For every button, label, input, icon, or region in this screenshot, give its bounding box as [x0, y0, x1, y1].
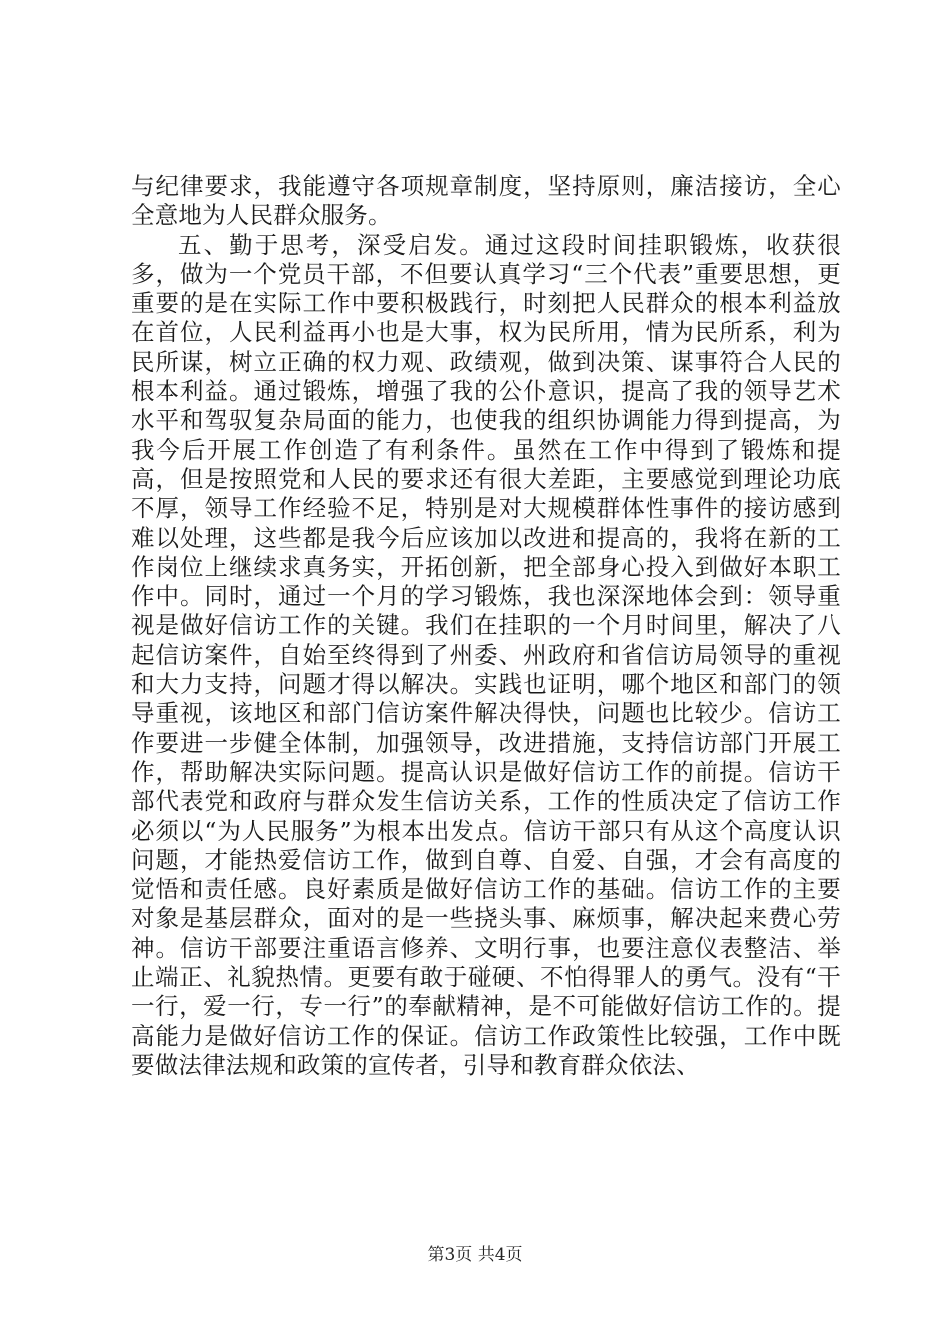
paragraph-continuation: 与纪律要求，我能遵守各项规章制度，坚持原则，廉洁接访，全心全意地为人民群众服务。	[131, 172, 841, 230]
page-number-footer: 第3页 共4页	[427, 1245, 523, 1265]
document-body	[131, 172, 841, 1080]
paragraph-section-five: 五、勤于思考，深受启发。通过这段时间挂职锻炼，收获很多，做为一个党员干部，不但要认真学习“三个代表”重要思想，更重要的是在实际工作中要积极践行，时刻把人民群众的根本利益放在首位，人民利益再小也是大事，权为民所用，情为民所系，利为民所谋，树立正确的权力观、政绩观，做到决策、谋事符合人民的根本利益。通过锻炼，增强了我的公仆意识，提高了我的领导艺术水平和驾驭复杂局面的能力，也使我的组织协调能力得到提高，为我今后开展工作创造了有利条件。虽然在工作中得到了锻炼和提高，但是按照党和人民的要求还有很大差距，主要感觉到理论功底不厚，领导工作经验不足，特别是对大规模群体性事件的接访感到难以处理，这些都是我今后应该加以改进和提高的，我将在新的工作岗位上继续求真务实，开拓创新，把全部身心投入到做好本职工作中。同时，通过一个月的学习锻炼，我也深深地体会到：领导重视是做好信访工作的关键。我们在挂职的一个月时间里，解决了八起信访案件，自始至终得到了州委、州政府和省信访局领导的重视和大力支持，问题才得以解决。实践也证明，哪个地区和部门的领导重视，该地区和部门信访案件解决得快，问题也比较少。信访工作要进一步健全体制，加强领导，改进措施，支持信访部门开展工作，帮助解决实际问题。提高认识是做好信访工作的前提。信访干部代表党和政府与群众发生信访关系，工作的性质决定了信访工作必须以“为人民服务”为根本出发点。信访干部只有从这个高度认识问题，才能热爱信访工作，做到自尊、自爱、自强，才会有高度的觉悟和责任感。良好素质是做好信访工作的基础。信访工作的主要对象是基层群众，面对的是一些挠头事、麻烦事，解决起来费心劳神。信访干部要注重语言修养、文明行事，也要注意仪表整洁、举止端正、礼貌热情。更要有敢于碰硬、不怕得罪人的勇气。没有“干一行，爱一行，专一行”的奉献精神，是不可能做好信访工作的。提高能力是做好信访工作的保证。信访工作政策性比较强，工作中既要做法律法规和政策的宣传者，引导和教育群众依法、	[131, 230, 841, 1079]
